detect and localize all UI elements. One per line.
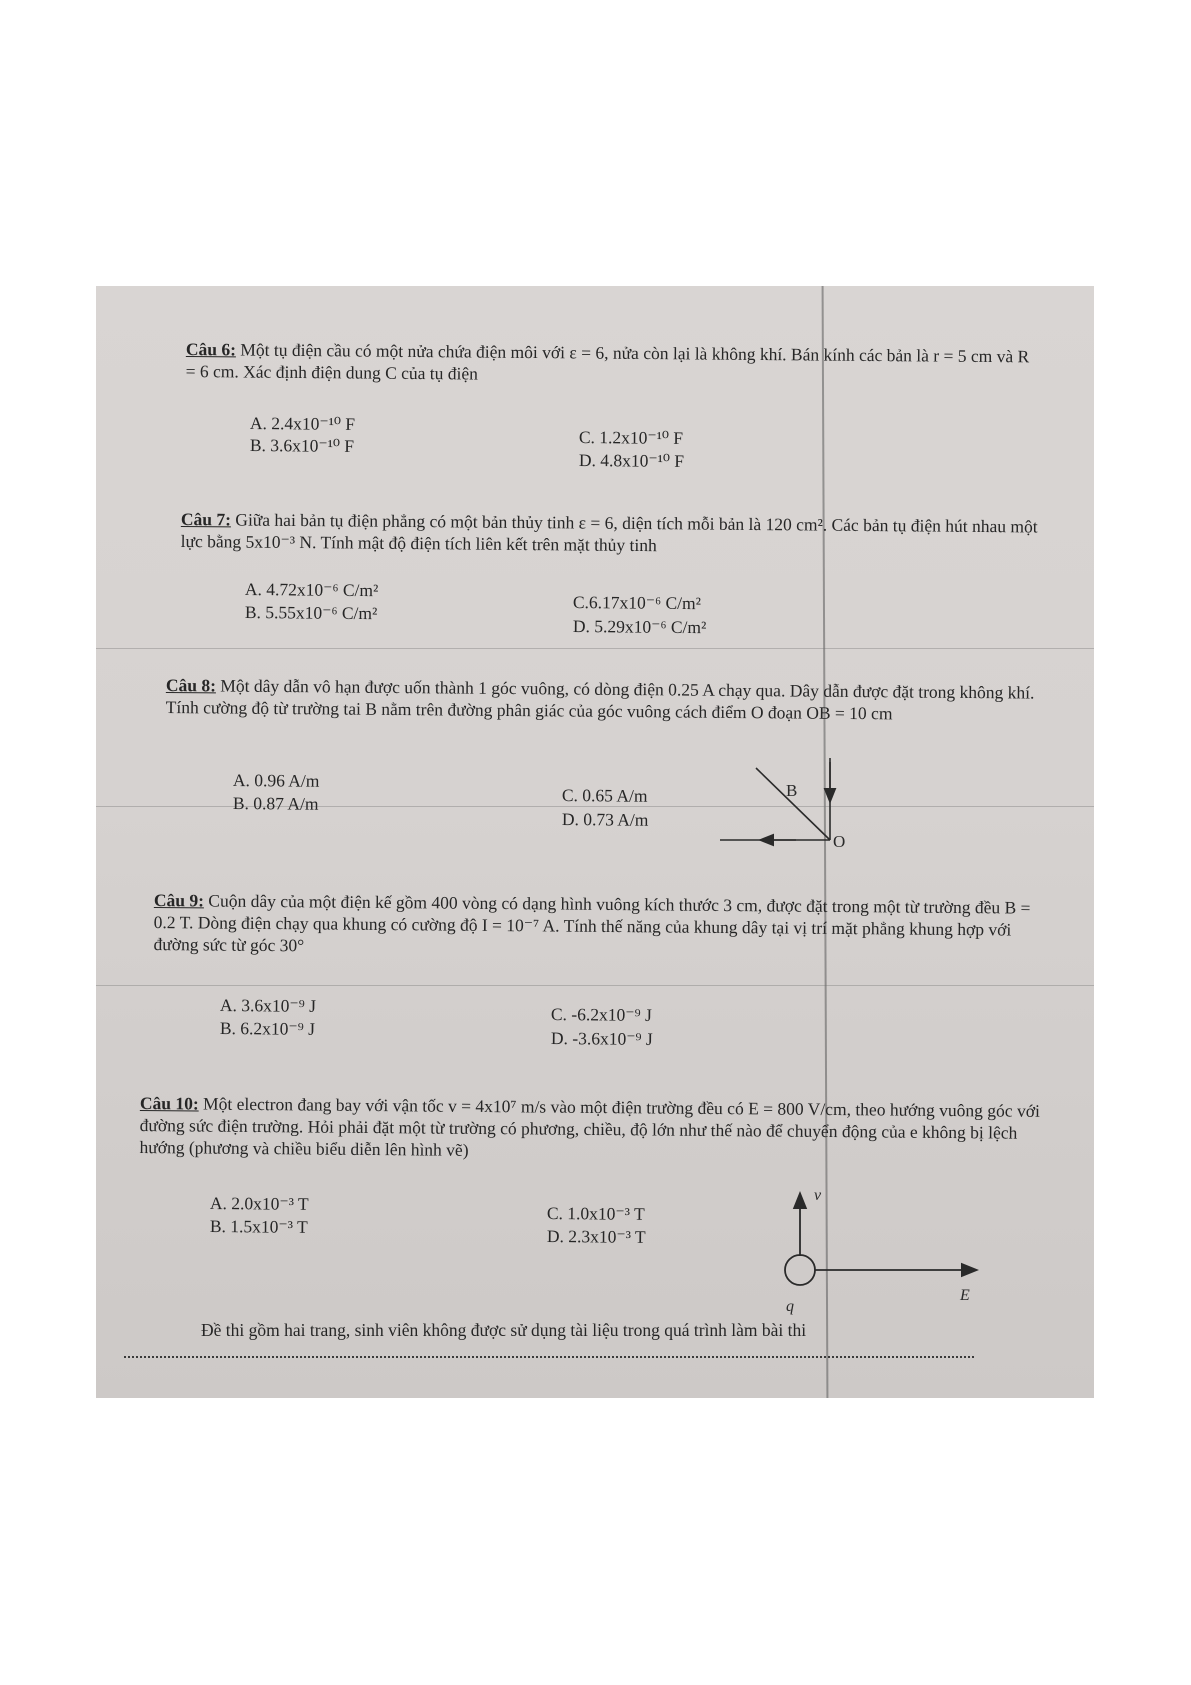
exam-photo — [96, 286, 1094, 1398]
option-c: C. -6.2x10⁻⁹ J — [550, 1004, 652, 1025]
question-number: Câu 10: — [139, 1093, 199, 1114]
option-d: D. 2.3x10⁻³ T — [546, 1226, 646, 1247]
question-7 — [181, 508, 1039, 559]
option-a: A. 2.4x10⁻¹⁰ F — [249, 413, 356, 434]
right-angle-wire-figure — [716, 754, 846, 854]
paper-fold-line — [96, 648, 1094, 649]
option-c: C.6.17x10⁻⁶ C/m² — [572, 592, 702, 614]
question-text: Một electron đang bay với vận tốc v = 4x10⁷ m/s vào một điện trường đều có E = 800 V/cm, theo hướng vuông góc với đường sức điện trường. Hỏi phải đặt một từ trường có phương, chiều, độ lớn như thế nào để chuyển động của e không bị lệch hướng (phương và chiều biểu diễn lên hình vẽ) — [139, 1093, 1040, 1160]
option-c: C. 0.65 A/m — [561, 785, 648, 806]
option-c: C. 1.0x10⁻³ T — [546, 1203, 645, 1224]
question-text: Cuộn dây của một điện kế gồm 400 vòng có dạng hình vuông kích thước 3 cm, được đặt trong một từ trường đều B = 0.2 T. Dòng điện chạy qua khung có cường độ I = 10⁻⁷ A. Tính thế năng của khung dây tại vị trí mặt phẳng khung hợp với đường sức từ góc 30° — [153, 890, 1031, 956]
question-text: Một dây dẫn vô hạn được uốn thành 1 góc vuông, có dòng điện 0.25 A chạy qua. Dây dẫn được đặt trong không khí. Tính cường độ từ trường tai B nằm trên đường phân giác của góc vuông cách điểm O đoạn OB = 10 cm — [165, 675, 1035, 724]
option-b: B. 3.6x10⁻¹⁰ F — [249, 435, 355, 456]
option-d: D. 4.8x10⁻¹⁰ F — [578, 450, 685, 471]
question-text: Một tụ điện cầu có một nửa chứa điện môi với ε = 6, nửa còn lại là không khí. Bán kính các bản là r = 5 cm và R = 6 cm. Xác định điện dung C của tụ điện — [185, 339, 1030, 384]
electron-field-figure — [776, 1186, 1036, 1316]
question-number: Câu 7: — [180, 508, 232, 530]
field-label: E⃗ — [960, 1287, 983, 1304]
dotted-divider — [124, 1356, 974, 1358]
option-a: A. 4.72x10⁻⁶ C/m² — [244, 579, 379, 601]
question-10 — [139, 1092, 1044, 1166]
question-number: Câu 9: — [153, 889, 205, 911]
question-text: Giữa hai bản tụ điện phẳng có một bản thủy tinh ε = 6, diện tích mỗi bản là 120 cm². Các bản tụ điện hút nhau một lực bằng 5x10⁻³ N. Tính mật độ điện tích liên kết trên mặt thủy tinh — [180, 509, 1038, 556]
charge-label: q — [786, 1298, 794, 1315]
bisector-line — [756, 768, 830, 840]
option-b: B. 1.5x10⁻³ T — [209, 1216, 308, 1237]
charge-circle — [785, 1255, 815, 1285]
option-a: A. 2.0x10⁻³ T — [209, 1193, 309, 1214]
question-6 — [186, 338, 1040, 389]
paper-fold-line — [96, 985, 1094, 986]
option-a: A. 3.6x10⁻⁹ J — [219, 995, 317, 1016]
exam-footer-note: Đề thi gồm hai trang, sinh viên không được sử dụng tài liệu trong quá trình làm bài thi — [201, 1320, 807, 1340]
question-9 — [153, 889, 1040, 963]
velocity-label: v⃗ — [814, 1187, 834, 1204]
option-d: D. 0.73 A/m — [561, 809, 649, 830]
option-d: D. 5.29x10⁻⁶ C/m² — [572, 616, 707, 638]
question-number: Câu 8: — [165, 675, 217, 696]
option-b: B. 5.55x10⁻⁶ C/m² — [244, 602, 378, 624]
point-o-label: O — [833, 832, 846, 851]
question-number: Câu 6: — [185, 338, 237, 360]
option-a: A. 0.96 A/m — [232, 770, 320, 791]
option-d: D. -3.6x10⁻⁹ J — [550, 1028, 653, 1049]
point-b-label: B — [786, 781, 798, 800]
question-8 — [166, 674, 1040, 726]
option-b: B. 6.2x10⁻⁹ J — [219, 1018, 316, 1039]
option-c: C. 1.2x10⁻¹⁰ F — [578, 427, 684, 448]
option-b: B. 0.87 A/m — [232, 793, 319, 814]
